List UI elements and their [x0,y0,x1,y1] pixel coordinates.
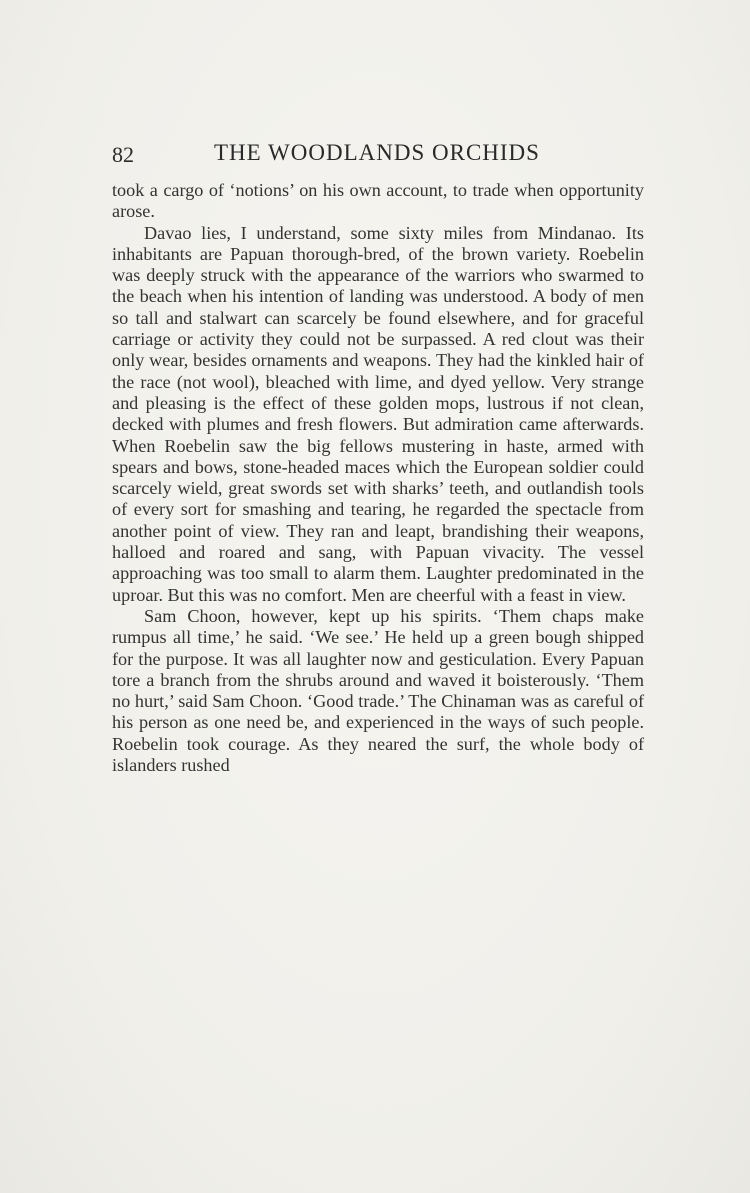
body-text [112,180,644,776]
page-header [112,140,652,170]
page-number: 82 [112,142,134,167]
running-head: THE WOODLANDS ORCHIDS [214,140,540,165]
paragraph-davao: Davao lies, I understand, some sixty miles from Mindanao. Its inhabitants are Papuan thorough-bred, of the brown variety. Roebelin was deeply struck with the appearance of the warriors who swarmed to the beach when his intention of landing was understood. A body of men so tall and stalwart can scarcely be found elsewhere, and for graceful carriage or activity they could not be surpassed. A red clout was their only wear, besides ornaments and weapons. They had the kinkled hair of the race (not wool), bleached with lime, and dyed yellow. Very strange and pleasing is the effect of these golden mops, lustrous if not clean, decked with plumes and fresh flowers. But admiration came afterwards. When Roebelin saw the big fellows mustering in haste, armed with spears and bows, stone-headed maces which the European soldier could scarcely wield, great swords set with sharks’ teeth, and outlandish tools of every sort for smashing and tearing, he regarded the spectacle from another point of view. They ran and leapt, brandishing their weapons, halloed and roared and sang, with Papuan vivacity. The vessel approaching was too small to alarm them. Laughter predominated in the uproar. But this was no comfort. Men are cheerful with a feast in view. [112,222,644,605]
paragraph-sam-choon: Sam Choon, however, kept up his spirits. ‘Them chaps make rumpus all time,’ he said. ‘We see.’ He held up a green bough shipped for the purpose. It was all laughter now and gesticulation. Every Papuan tore a branch from the shrubs around and waved it boisterously. ‘Them no hurt,’ said Sam Choon. ‘Good trade.’ The Chinaman was as careful of his person as one need be, and experienced in the ways of such people. Roebelin took courage. As they neared the surf, the whole body of islanders rushed [112,605,644,776]
paragraph-continuation: took a cargo of ‘notions’ on his own account, to trade when opportunity arose. [112,180,644,222]
